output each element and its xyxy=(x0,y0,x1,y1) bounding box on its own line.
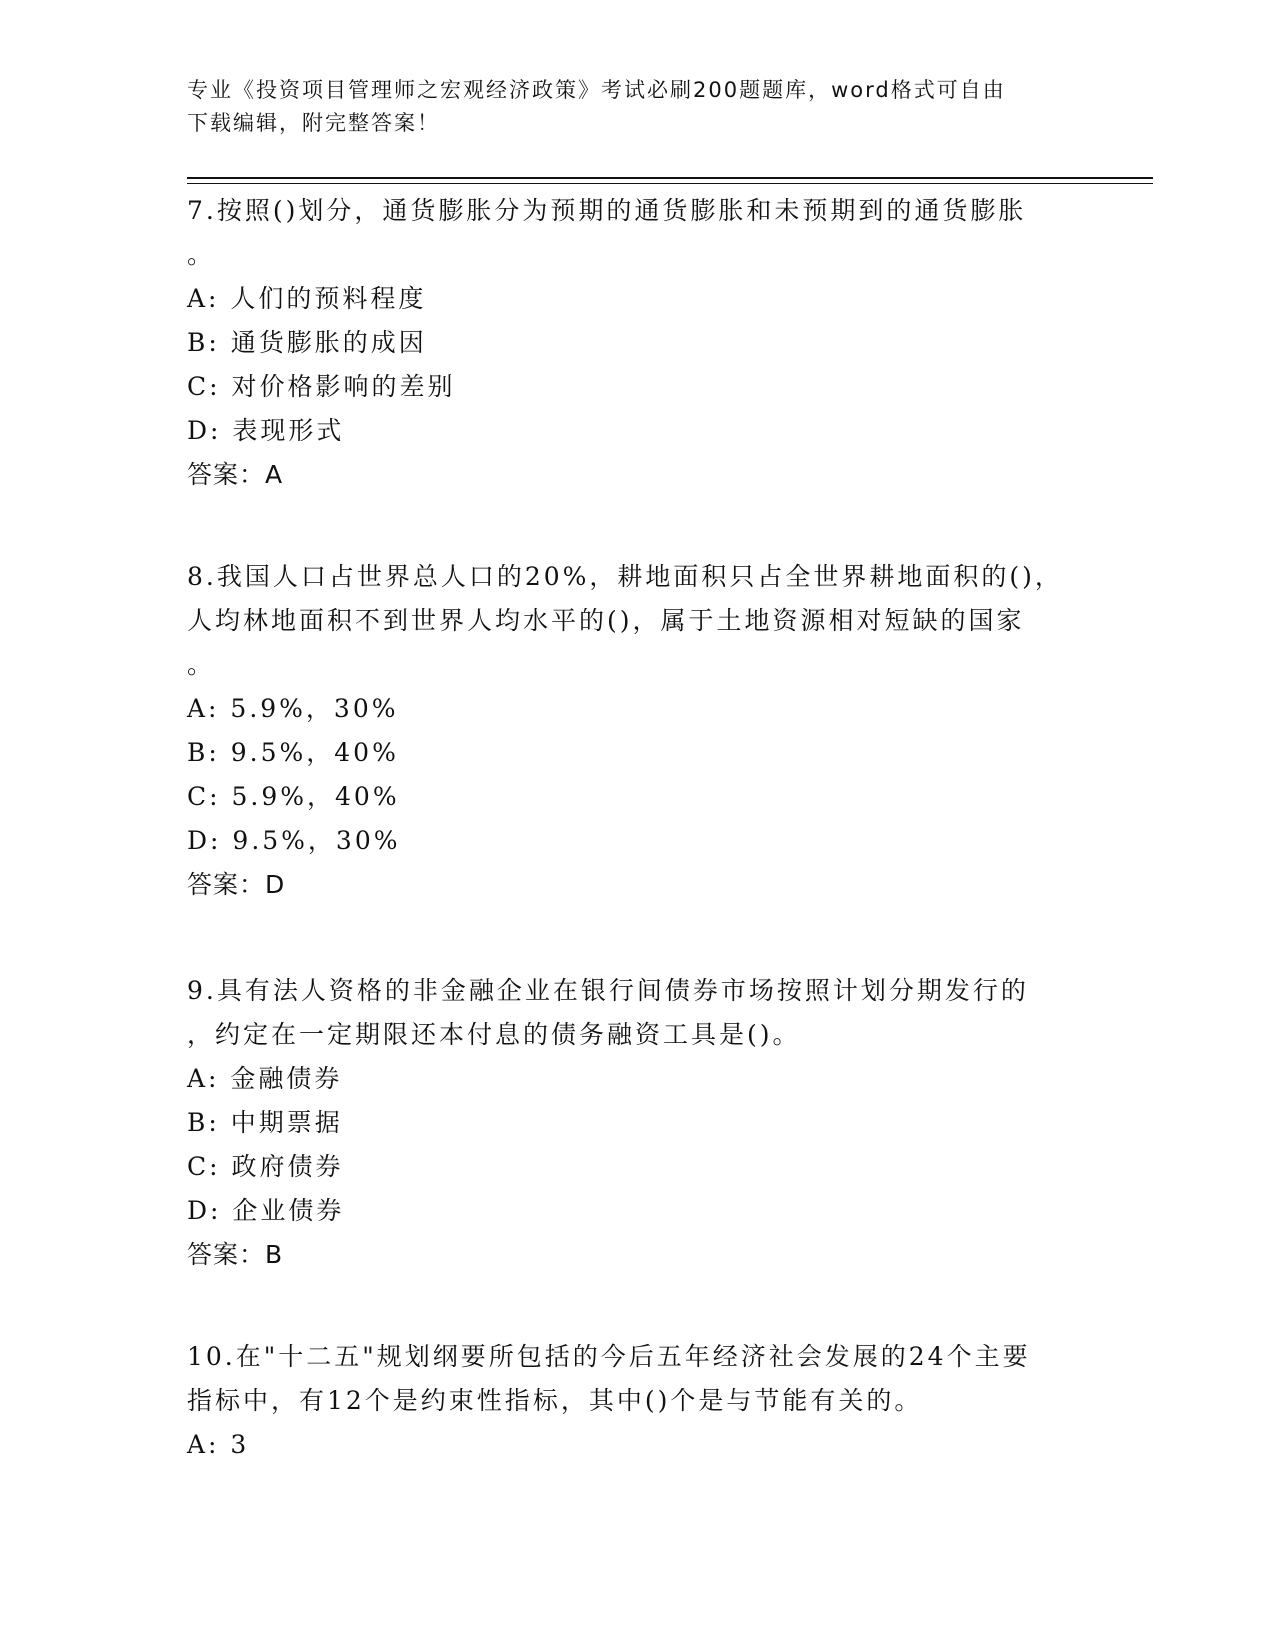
question-9 xyxy=(187,967,1087,1277)
question-spacer xyxy=(187,497,1087,553)
question-text-line: 指标中，有12个是约束性指标，其中()个是与节能有关的。 xyxy=(187,1386,923,1415)
question-text xyxy=(187,553,1087,687)
question-text-line: 。 xyxy=(187,650,216,679)
option-a: A: 人们的预料程度 xyxy=(187,284,427,313)
question-text-line: 8.我国人口占世界总人口的20%，耕地面积只占全世界耕地面积的()， xyxy=(187,562,1063,591)
header-title-line-1: 专业《投资项目管理师之宏观经济政策》考试必刷200题题库，word格式可自由 xyxy=(187,78,1006,102)
header-title-line-2: 下载编辑，附完整答案！ xyxy=(187,111,440,135)
question-text xyxy=(187,187,1087,277)
question-text-line: 7.按照()划分，通货膨胀分为预期的通货膨胀和未预期到的通货膨胀 xyxy=(187,196,1027,225)
option-b: B: 中期票据 xyxy=(187,1108,343,1137)
option-d: D: 表现形式 xyxy=(187,416,345,445)
question-text-line: 10.在"十二五"规划纲要所包括的今后五年经济社会发展的24个主要 xyxy=(187,1342,1031,1371)
question-text-line: 人均林地面积不到世界人均水平的()，属于土地资源相对短缺的国家 xyxy=(187,606,1025,635)
header-divider-thin xyxy=(187,183,1153,184)
option-a: A: 3 xyxy=(187,1430,250,1459)
option-c: C: 5.9%，40% xyxy=(187,782,400,811)
question-text xyxy=(187,1333,1087,1423)
answer-label: 答案：B xyxy=(187,1240,284,1269)
option-a: A: 5.9%，30% xyxy=(187,694,399,723)
question-spacer xyxy=(187,907,1087,967)
question-10 xyxy=(187,1333,1087,1467)
option-b: B: 通货膨胀的成因 xyxy=(187,328,427,357)
option-d: D: 9.5%，30% xyxy=(187,826,401,855)
question-7 xyxy=(187,187,1087,497)
question-text-line: 。 xyxy=(187,240,216,269)
question-8 xyxy=(187,553,1087,907)
question-text xyxy=(187,967,1087,1057)
answer-label: 答案：D xyxy=(187,870,286,899)
option-d: D: 企业债券 xyxy=(187,1196,345,1225)
answer-label: 答案：A xyxy=(187,460,284,489)
question-spacer xyxy=(187,1277,1087,1333)
document-header xyxy=(187,74,1067,140)
header-divider-thick xyxy=(187,177,1153,179)
question-text-line: 9.具有法人资格的非金融企业在银行间债券市场按照计划分期发行的 xyxy=(187,976,1029,1005)
question-text-line: ，约定在一定期限还本付息的债务融资工具是()。 xyxy=(187,1020,801,1049)
option-c: C: 对价格影响的差别 xyxy=(187,372,456,401)
option-c: C: 政府债券 xyxy=(187,1152,344,1181)
question-list xyxy=(187,187,1087,1467)
option-a: A: 金融债券 xyxy=(187,1064,343,1093)
option-b: B: 9.5%，40% xyxy=(187,738,399,767)
